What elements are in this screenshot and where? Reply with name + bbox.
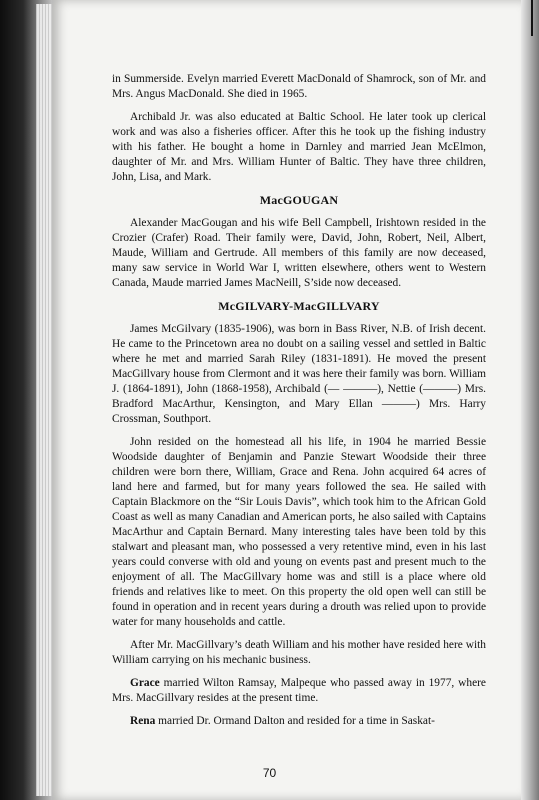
section-heading-macgougan: MacGOUGAN (259, 193, 339, 207)
grace-text: married Wilton Ramsay, Malpeque who passed away in 1977, where Mrs. MacGillvary resides at the present time. (112, 677, 486, 704)
page-number: 70 (262, 766, 277, 780)
mcgilvary-paragraph-2: John resided on the homestead all his life, in 1904 he married Bessie Woodside daughter of Benjamin and Panzie Stewart Woodside their three children were born there, William, Grace and Rena. John acquired 64 acres of land here and farmed, but for many years followed the sea. He sailed with Captain Blackmore on the “Sir Louis Davis”, which took him to the African Gold Coast as well as many Canadian and American ports, he also sailed with Captains MacArthur and Captain Bernard. Many interesting tales have been told by this stalwart and pleasant man, who possessed a very retentive mind, even in his last years could converse with old and young on events past and present much to the enjoyment of all. The MacGillvary home was and still is a place where old friends and relatives like to meet. On this property the old open well can still be found in operation and in recent years during a drouth was relied upon to provide water for many households and cattle. (112, 436, 486, 628)
grace-name: Grace (130, 677, 160, 689)
intro-paragraph-2: Archibald Jr. was also educated at Baltic School. He later took up clerical work and was also a fisheries officer. After this he took up the fishing industry with his father. He bought a home in Darnley and married Jean McElmon, daughter of Mr. and Mrs. William Hunter of Baltic. They have three children, John, Lisa, and Mark. (112, 111, 486, 183)
grace-paragraph (112, 676, 486, 706)
mcgilvary-paragraph-1: James McGilvary (1835-1906), was born in Bass River, N.B. of Irish decent. He came to the Princetown area no doubt on a sailing vessel and settled in Baltic where he met and married Sarah Riley (1831-1891). He moved the present MacGillvary house from Clermont and it was here their family was born. William J. (1864-1891), John (1868-1958), Archibald (— ———), Nettie (———) Mrs. Bradford MacArthur, Kensington, and Mary Ellan ———) Mrs. Harry Crossman, Southport. (112, 323, 486, 425)
right-page-edge (521, 0, 539, 800)
section-heading-mcgilvary: McGILVARY-MacGILLVARY (218, 299, 380, 313)
rena-paragraph (112, 714, 486, 729)
rena-text: married Dr. Ormand Dalton and resided for a time in Saskat- (155, 715, 435, 727)
binding-mark (531, 0, 533, 36)
intro-paragraph-1: in Summerside. Evelyn married Everett MacDonald of Shamrock, son of Mr. and Mrs. Angus MacDonald. She died in 1965. (112, 73, 486, 100)
page-body (112, 72, 486, 737)
macgougan-paragraph: Alexander MacGougan and his wife Bell Campbell, Irishtown resided in the Crozier (Crafer) Road. Their family were, David, John, Robert, Neil, Albert, Maude, William and Gertrude. All members of this family are now deceased, many saw service in World War I, written elsewhere, others went to Western Canada, Maude married James MacNeill, S’side now deceased. (112, 217, 486, 289)
rena-name: Rena (130, 715, 156, 727)
mcgilvary-paragraph-3: After Mr. MacGillvary’s death William and his mother have resided here with William carrying on his mechanic business. (112, 639, 486, 666)
